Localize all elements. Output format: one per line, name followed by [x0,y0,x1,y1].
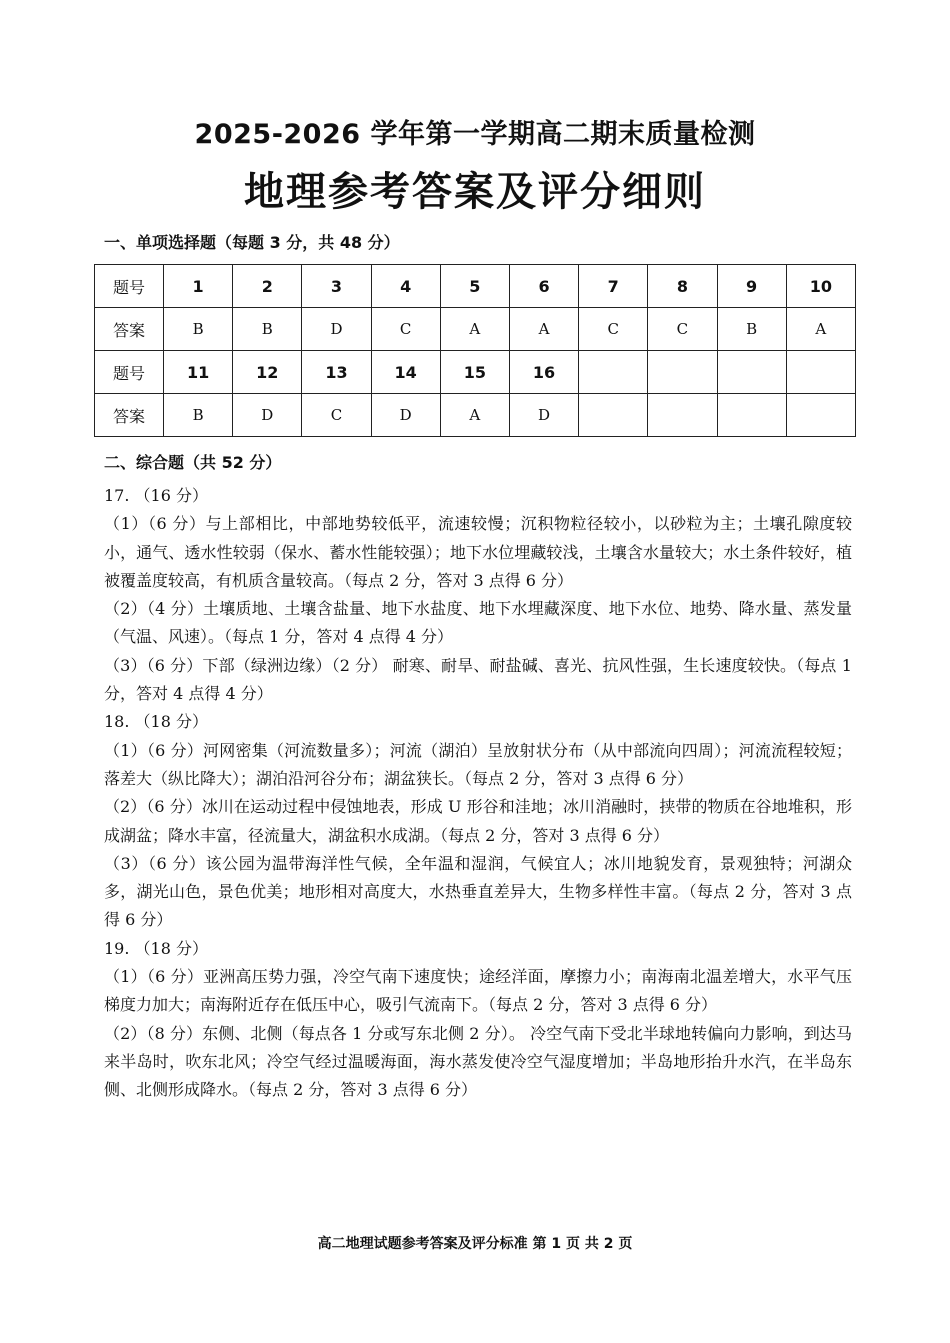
q-number: 8 [648,265,717,308]
section2-heading: 二、综合题（共 52 分） [104,453,282,472]
table-row-numbers-2 [95,351,856,394]
q-number: 6 [509,265,578,308]
question-17-header: 17. （16 分） [104,486,208,505]
exam-title: 2025-2026 学年第一学期高二期末质量检测 [194,119,756,150]
q-number: 5 [440,265,509,308]
answer-cell: C [371,308,440,351]
answer-cell: C [648,308,717,351]
answer-table [94,264,856,437]
q-number: 9 [717,265,786,308]
empty-cell [717,394,786,437]
answer-19-1: （1）（6 分）亚洲高压势力强，冷空气南下速度快；途经洋面，摩擦力小；南海南北温差增大，水平气压梯度力加大；南海附近存在低压中心，吸引气流南下。（每点 2 分，答对 3 点得 6 分） [104,967,852,1015]
q-number: 15 [440,351,509,394]
q-number: 16 [509,351,578,394]
empty-cell [579,351,648,394]
question-18-header: 18. （18 分） [104,712,208,732]
answer-cell: D [302,308,371,351]
answer-cell: C [579,308,648,351]
answer-cell: A [509,308,578,351]
q-number: 13 [302,351,371,394]
label-question-number: 题号 [95,351,164,394]
question-19-header: 19. （18 分） [104,938,208,958]
q-number: 11 [164,351,233,394]
answer-cell: D [233,394,302,437]
q-number: 12 [233,351,302,394]
label-answer: 答案 [95,308,164,351]
answer-cell: A [786,308,855,351]
empty-cell [717,351,786,394]
answer-cell: A [440,394,509,437]
answer-content [104,482,852,1105]
answer-17-3: （3）（6 分）下部（绿洲边缘）（2 分） 耐寒、耐旱、耐盐碱、喜光、抗风性强，生长速度较快。（每点 1 分，答对 4 点得 4 分） [104,655,852,704]
answer-cell: A [440,308,509,351]
answer-cell: B [717,308,786,351]
empty-cell [579,394,648,437]
answer-cell: D [371,394,440,437]
q-number: 7 [579,265,648,308]
answer-17-2: （2）（4 分）土壤质地、土壤含盐量、地下水盐度、地下水埋藏深度、地下水位、地势、降水量、蒸发量（气温、风速）。（每点 1 分，答对 4 点得 4 分） [104,599,852,647]
q-number: 14 [371,351,440,394]
empty-cell [786,394,855,437]
label-question-number: 题号 [95,265,164,308]
answer-cell: B [233,308,302,351]
answer-cell: C [302,394,371,437]
empty-cell [786,351,855,394]
empty-cell [648,351,717,394]
answer-cell: D [509,394,578,437]
answer-18-2: （2）（6 分）冰川在运动过程中侵蚀地表，形成 U 形谷和洼地；冰川消融时，挟带的物质在谷地堆积，形成湖盆；降水丰富，径流量大，湖盆积水成湖。（每点 2 分，答对 3 点得 6 分） [104,797,852,845]
answer-cell: B [164,308,233,351]
q-number: 3 [302,265,371,308]
q-number: 4 [371,265,440,308]
document-subtitle: 地理参考答案及评分细则 [244,168,706,215]
empty-cell [648,394,717,437]
label-answer: 答案 [95,394,164,437]
table-row-answers-2 [95,394,856,437]
page-footer: 高二地理试题参考答案及评分标准 第 1 页 共 2 页 [317,1236,633,1252]
answer-17-1: （1）（6 分）与上部相比，中部地势较低平，流速较慢；沉积物粒径较小，以砂粒为主；土壤孔隙度较小，通气、透水性较弱（保水、蓄水性能较强）；地下水位埋藏较浅，土壤含水量较大；水土条件较好，植被覆盖度较高，有机质含量较高。（每点 2 分，答对 3 点得 6 分） [104,514,852,590]
answer-18-1: （1）（6 分）河网密集（河流数量多）；河流（湖泊）呈放射状分布（从中部流向四周）；河流流程较短；落差大（纵比降大）；湖泊沿河谷分布；湖盆狭长。（每点 2 分，答对 3 点得 6 分） [104,740,852,788]
q-number: 1 [164,265,233,308]
answer-cell: B [164,394,233,437]
table-row-answers-1 [95,308,856,351]
q-number: 2 [233,265,302,308]
answer-18-3: （3）（6 分）该公园为温带海洋性气候，全年温和湿润，气候宜人；冰川地貌发育，景观独特；河湖众多，湖光山色，景色优美；地形相对高度大，水热垂直差异大，生物多样性丰富。（每点 2 分，答对 3 点得 6 分） [104,853,852,930]
section1-heading: 一、单项选择题（每题 3 分，共 48 分） [104,233,400,252]
answer-19-2: （2）（8 分）东侧、北侧（每点各 1 分或写东北侧 2 分）。 冷空气南下受北半球地转偏向力影响，到达马来半岛时，吹东北风；冷空气经过温暖海面，海水蒸发使冷空气湿度增加；半岛地形抬升水汽，在半岛东侧、北侧形成降水。（每点 2 分，答对 3 点得 6 分） [104,1023,852,1100]
q-number: 10 [786,265,855,308]
table-row-numbers-1 [95,265,856,308]
